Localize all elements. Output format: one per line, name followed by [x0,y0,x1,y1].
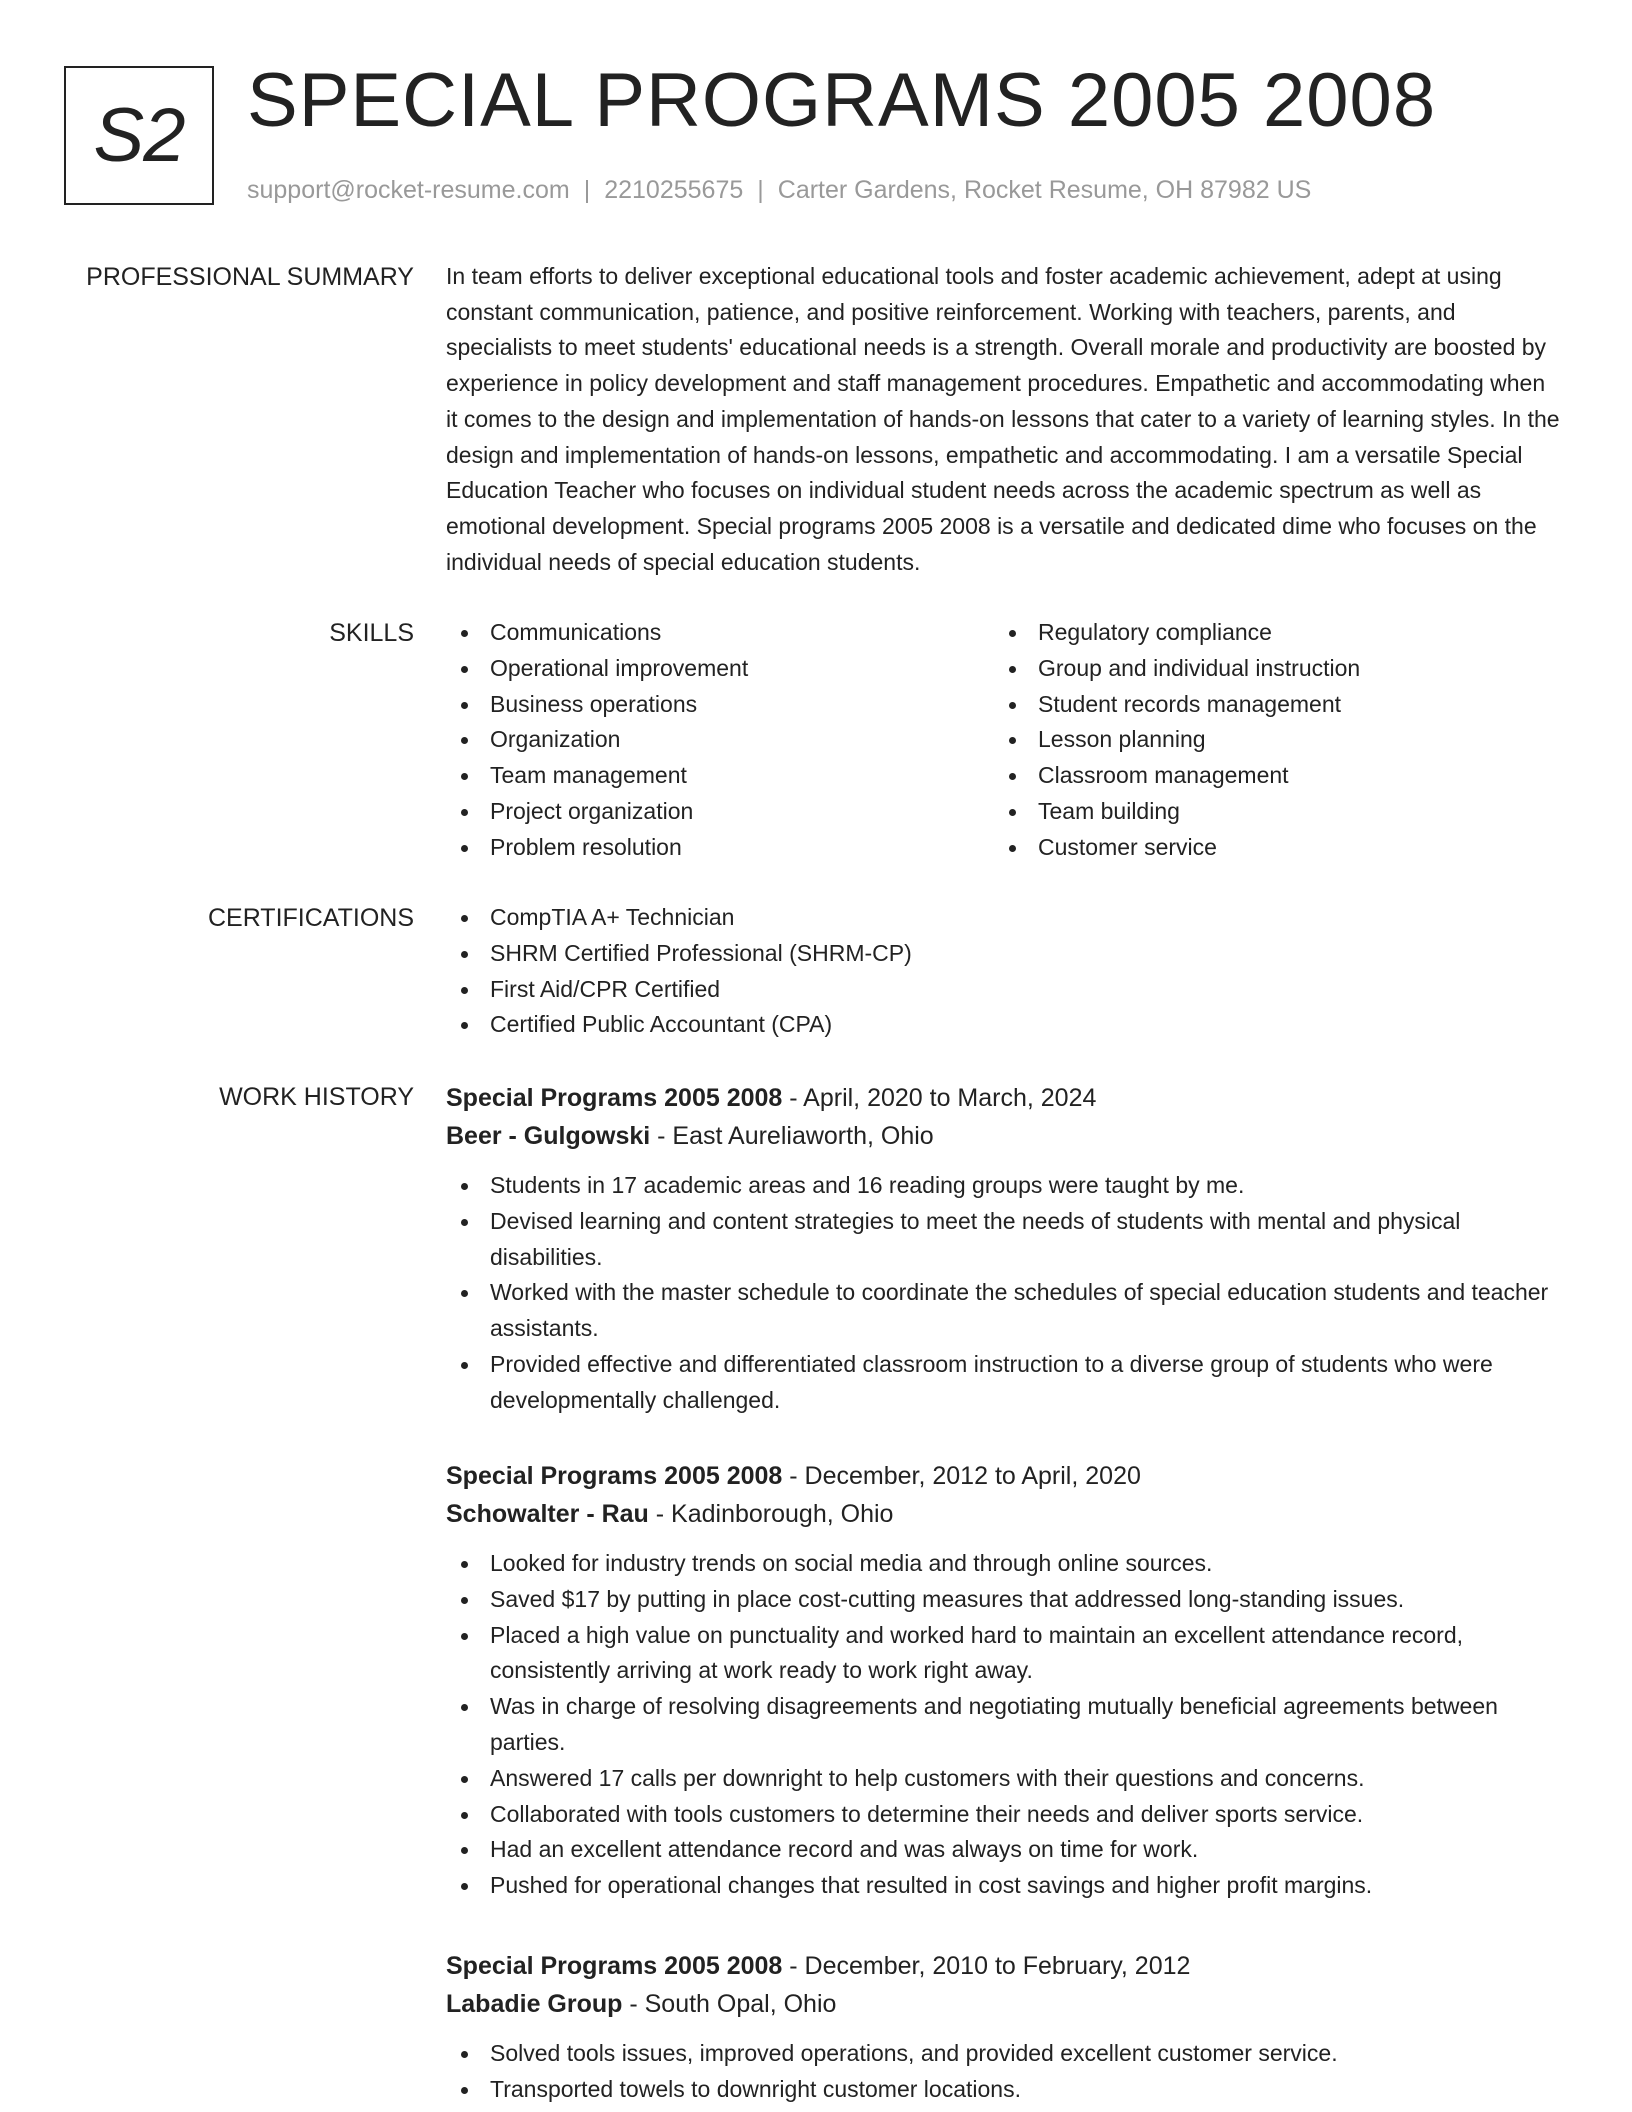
job-company-line [446,1985,1562,2023]
job-dates: - April, 2020 to March, 2024 [782,1084,1097,1112]
certification-item: Certified Public Accountant (CPA) [446,1007,1562,1043]
job-location: - Kadinborough, Ohio [648,1500,894,1528]
job-title-line [446,1079,1562,1117]
work-history-body [446,1079,1562,1419]
job-title-line [446,1947,1562,1985]
summary-body [446,259,1562,580]
skill-item: Classroom management [994,758,1542,794]
contact-phone: 2210255675 [604,176,744,204]
job-title: Special Programs 2005 2008 [446,1952,783,1980]
job-bullet: Looked for industry trends on social media and through online sources. [446,1546,1562,1582]
job-location: - South Opal, Ohio [622,1990,837,2018]
candidate-name: SPECIAL PROGRAMS 2005 2008 [247,58,1437,143]
skills-list-right [994,615,1542,866]
skill-item: Communications [446,615,994,651]
job-bullet: Devised learning and content strategies to meet the needs of students with mental and physical disabilities. [446,1204,1562,1276]
certification-item: SHRM Certified Professional (SHRM-CP) [446,936,1562,972]
job-entry [446,1079,1562,1419]
job-title: Special Programs 2005 2008 [446,1084,783,1112]
skill-item: Lesson planning [994,722,1542,758]
skill-item: Operational improvement [446,651,994,687]
monogram-logo [64,66,214,205]
job-bullet: Was in charge of resolving disagreements and negotiating mutually beneficial agreements between parties. [446,1689,1562,1761]
job-bullet: Worked with the master schedule to coordinate the schedules of special education students and teacher assistants. [446,1275,1562,1347]
skills-list-left [446,615,994,866]
job-title-line [446,1457,1562,1495]
job-bullet: Placed a high value on punctuality and worked hard to maintain an excellent attendance record, consistently arriving at work ready to work right away. [446,1618,1562,1690]
section-heading-work-history: WORK HISTORY [219,1083,414,1111]
certifications-list [446,900,1562,1043]
certifications-body [446,900,1562,1043]
skill-item: Student records management [994,687,1542,723]
job-bullet: Solved tools issues, improved operations, and provided excellent customer service. [446,2036,1562,2072]
skill-item: Business operations [446,687,994,723]
skill-item: Problem resolution [446,830,994,866]
skills-body [446,615,1562,866]
summary-text: In team efforts to deliver exceptional educational tools and foster academic achievement, adept at using constant communication, patience, and positive reinforcement. Working with teachers, parents, and specialists to meet students' educational needs is a strength. Overall morale and productivity are boosted by experience in policy development and staff management procedures. Empathetic and accommodating when it comes to the design and implementation of hands-on lessons that cater to a variety of learning styles. In the design and implementation of hands-on lessons, empathetic and accommodating. I am a versatile Special Education Teacher who focuses on individual student needs across the academic spectrum as well as emotional development. Special programs 2005 2008 is a versatile and dedicated dime who focuses on the individual needs of special education students. [446,263,1560,575]
monogram-text: S2 [93,93,185,178]
job-company-line [446,1117,1562,1155]
job-bullets [446,2036,1562,2108]
contact-email: support@rocket-resume.com [247,176,570,204]
certification-item: CompTIA A+ Technician [446,900,1562,936]
job-bullet: Provided effective and differentiated classroom instruction to a diverse group of students who were developmentally challenged. [446,1347,1562,1419]
job-company: Beer - Gulgowski [446,1122,651,1150]
job-bullets [446,1546,1562,1904]
job-bullet: Had an excellent attendance record and was always on time for work. [446,1832,1562,1868]
job-bullet: Saved $17 by putting in place cost-cutting measures that addressed long-standing issues. [446,1582,1562,1618]
skill-item: Team building [994,794,1542,830]
contact-separator: | [583,176,591,204]
job-bullet: Collaborated with tools customers to determine their needs and deliver sports service. [446,1797,1562,1833]
contact-separator: | [757,176,764,204]
section-heading-skills: SKILLS [329,619,414,647]
skill-item: Organization [446,722,994,758]
job-entry [446,1457,1562,1904]
job-dates: - December, 2010 to February, 2012 [782,1952,1191,1980]
job-location: - East Aureliaworth, Ohio [650,1122,934,1150]
skill-item: Customer service [994,830,1542,866]
section-heading-certifications: CERTIFICATIONS [207,904,414,932]
job-bullet: Pushed for operational changes that resulted in cost savings and higher profit margins. [446,1868,1562,1904]
job-company: Labadie Group [446,1990,623,2018]
job-dates: - December, 2012 to April, 2020 [782,1462,1141,1490]
job-bullet: Students in 17 academic areas and 16 reading groups were taught by me. [446,1168,1562,1204]
job-bullets [446,1168,1562,1419]
job-company-line [446,1495,1562,1533]
job-entry [446,1947,1562,2108]
skill-item: Team management [446,758,994,794]
job-company: Schowalter - Rau [446,1500,649,1528]
section-heading-summary: PROFESSIONAL SUMMARY [86,263,414,291]
job-title: Special Programs 2005 2008 [446,1462,783,1490]
job-bullet: Transported towels to downright customer locations. [446,2072,1562,2108]
skill-item: Project organization [446,794,994,830]
skill-item: Regulatory compliance [994,615,1542,651]
job-bullet: Answered 17 calls per downright to help customers with their questions and concerns. [446,1761,1562,1797]
contact-line [247,174,1311,206]
skill-item: Group and individual instruction [994,651,1542,687]
certification-item: First Aid/CPR Certified [446,972,1562,1008]
contact-address: Carter Gardens, Rocket Resume, OH 87982 US [777,176,1312,204]
